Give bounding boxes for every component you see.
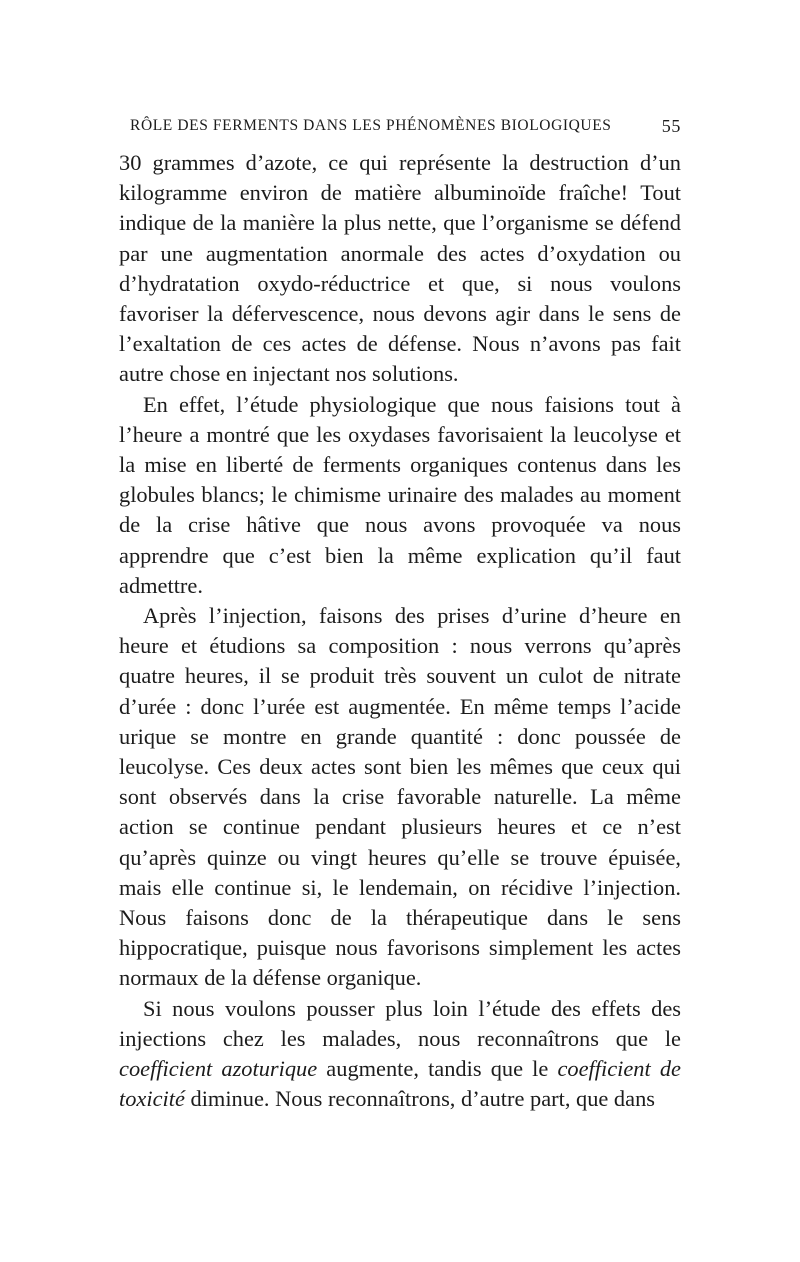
paragraph: Après l’injection, faisons des prises d’urine d’heure en heure et étudions sa composition : nous verrons qu’après quatre heures, il se produit très souvent un culot de nitrate d’urée : donc l’urée est augmentée. En même temps l’acide urique se montre en grande quantité : donc poussée de leucolyse. Ces deux actes sont bien les mêmes que ceux qui sont observés dans la crise favorable naturelle. La même action se continue pendant plusieurs heures et ce n’est qu’après quinze ou vingt heures qu’elle se trouve épuisée, mais elle continue si, le lendemain, on récidive l’injection. Nous faisons donc de la thérapeutique dans le sens hippocratique, puisque nous favorisons simplement les actes normaux de la défense organique. bbox=[119, 603, 681, 991]
running-head bbox=[119, 114, 681, 138]
paragraph bbox=[119, 994, 681, 1115]
paragraph-text: Si nous voulons pousser plus loin l’étude des effets des injections chez les malades, nous reconnaîtrons que le bbox=[119, 995, 681, 1051]
paragraph-text: augmente, tandis que le bbox=[317, 1056, 558, 1082]
italic-term-coefficient-de-toxicite: coefficient de toxicité bbox=[119, 1056, 681, 1112]
paragraph: En effet, l’étude physiologique que nous faisions tout à l’heure a montré que les oxydases favorisaient la leucolyse et la mise en liberté de ferments organiques contenus dans les globules blancs; le chimisme urinaire des malades au moment de la crise hâtive que nous avons provoquée va nous apprendre que c’est bien la même explication qu’il faut admettre. bbox=[119, 391, 681, 598]
running-title: RÔLE DES FERMENTS DANS LES PHÉNOMÈNES BIOLOGIQUES bbox=[130, 117, 612, 134]
page-number: 55 bbox=[661, 116, 681, 136]
body-text bbox=[119, 148, 681, 1115]
italic-term-coefficient-azoturique: coefficient azoturique bbox=[119, 1056, 318, 1082]
paragraph-continuation: 30 grammes d’azote, ce qui représente la destruction d’un kilogramme environ de matière albuminoïde fraîche! Tout indique de la manière la plus nette, que l’organisme se défend par une augmentation anormale des actes d’oxydation ou d’hydratation oxydo-réductrice et que, si nous voulons favoriser la défervescence, nous devons agir dans le sens de l’exaltation de ces actes de défense. Nous n’avons pas fait autre chose en injectant nos solutions. bbox=[119, 150, 681, 387]
paragraph-text: diminue. Nous reconnaîtrons, d’autre part, que dans bbox=[184, 1086, 655, 1112]
